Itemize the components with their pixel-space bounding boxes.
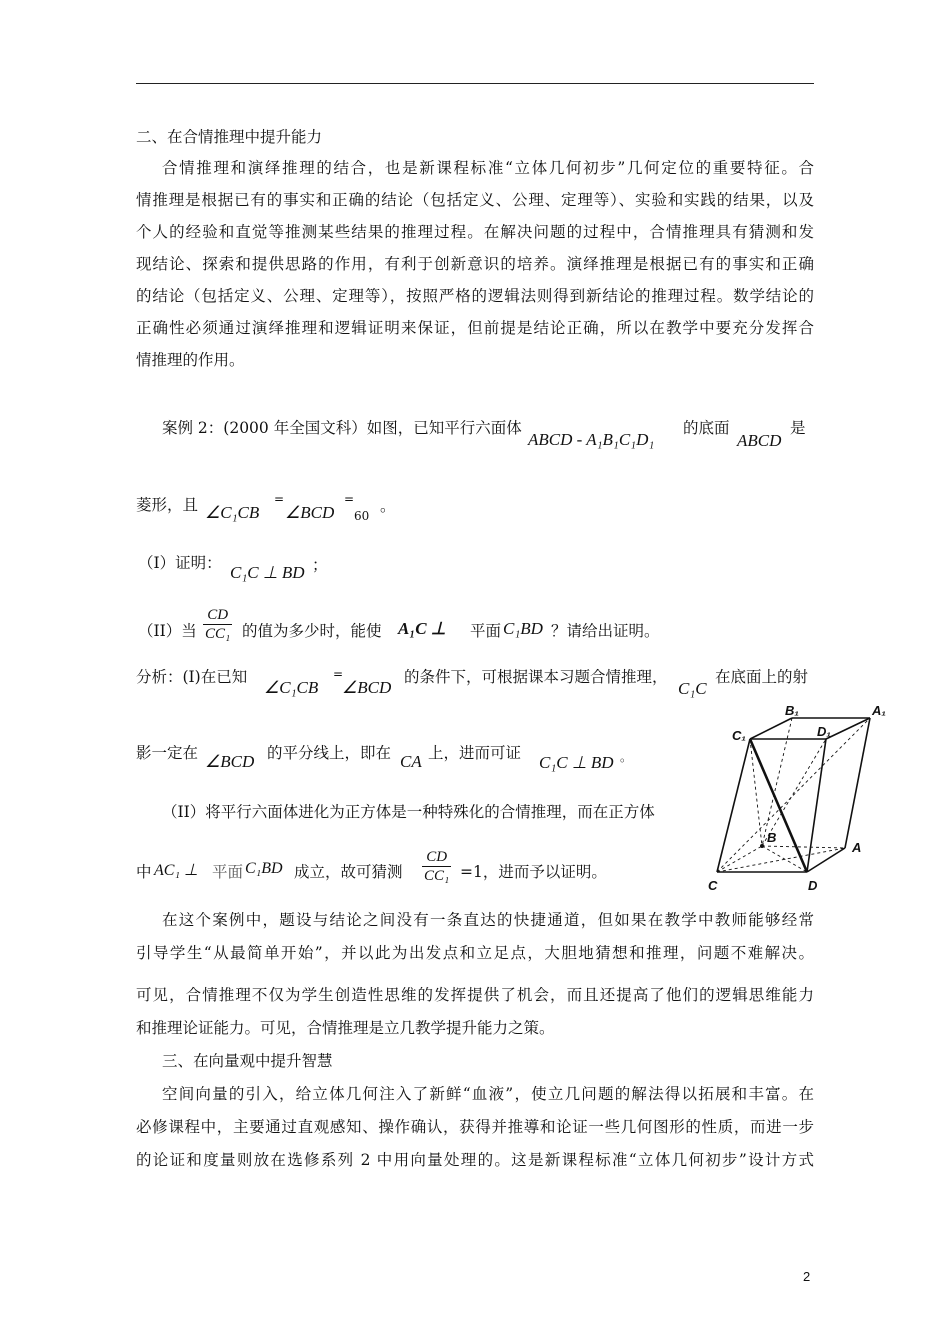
para1-line-4: 现结论、探索和提供思路的作用，有利于创新意识的培养。演绎推理是根据已有的事实和正确 [136,255,814,273]
rhombus-prefix: 菱形，且 [136,496,199,514]
label-c1: C₁ [732,728,746,743]
edge-d1-a1 [826,718,870,739]
analysis-c1c: C₁C [678,679,707,698]
para1-line-2: 情推理是根据已有的事实和正确的结论（包括定义、公理、定理等）、实验和实践的结果，以及 [136,191,814,209]
equals-2: = [344,492,355,506]
para1-line-1: 合情推理和演绎推理的结合，也是新课程标准“立体几何初步”几何定位的重要特征。合 [162,159,814,177]
angle-c1cb: ∠C₁CB [205,503,260,522]
shadow-end: 。 [620,750,633,764]
analysis-mid: 的条件下，可根据课本习题合情推理， [404,668,668,686]
edge-c1-b1 [750,718,792,739]
section3-line-1: 空间向量的引入，给立体几何注入了新鲜“血液”，使立几问题的解法得以拓展和丰富。在 [162,1085,814,1103]
case-math-parallelepiped: ABCD - A₁B₁C₁D₁ [528,430,655,449]
q2-math2: C₁BD [503,619,543,638]
label-d: D [808,878,818,893]
ac-prefix: 中 [136,863,152,881]
shadow-c1c-perp-bd: C₁C ⊥ BD [539,753,614,772]
q2-plane: 平面 [470,622,502,640]
q1-math: C₁C ⊥ BD [230,563,305,582]
q1-label: （I）证明： [138,554,222,572]
header-rule [136,83,814,84]
ac-end: =1，进而予以证明。 [460,863,607,881]
ac-math: AC₁ ⊥ [154,862,198,879]
point-b [760,844,764,848]
para2-line-4: 和推理论证能力。可见，合情推理是立几教学提升能力之策。 [136,1019,555,1037]
rhombus-end: 。 [380,497,396,515]
hidden-b-a [762,846,845,848]
q2-fraction [203,606,232,643]
case-math-base: ABCD [737,431,782,450]
para1-line-5: 的结论（包括定义、公理、定理等），按照严格的逻辑法则得到新结论的推理过程。数学结论的 [136,287,814,305]
q2-denominator: CC₁ [205,626,231,642]
label-a: A [852,840,862,855]
label-a1: A₁ [872,706,886,718]
ac-denominator: CC₁ [424,868,450,884]
shadow-angle: ∠BCD [205,752,255,771]
label-d1: D₁ [817,724,831,739]
ii-line: （II）将平行六面体进化为正方体是一种特殊化的合情推理，而在正方体 [162,803,655,821]
shadow-mid2: 上，进而可证 [428,744,522,762]
section-heading-3: 三、在向量观中提升智慧 [162,1052,333,1070]
q2-label: （II）当 [138,622,197,640]
edge-c1-d [750,739,807,872]
sixty-degrees: 60 [354,509,370,523]
analysis-angle1: ∠C₁CB [264,678,319,697]
shadow-mid: 的平分线上，即在 [267,744,392,762]
q1-end: ； [312,556,328,574]
case-end: 是 [790,419,806,437]
edge-a1-a [845,718,870,848]
para1-line-6: 正确性必须通过演绎推理和逻辑证明来保证，但前提是结论正确，所以在教学中要充分发挥合 [136,319,814,337]
para1-line-7: 情推理的作用。 [136,351,245,369]
label-b: B [767,830,777,845]
q2-math: A₁C ⊥ [398,619,446,638]
angle-bcd: ∠BCD [285,503,335,522]
case-mid: 的底面 [683,419,730,437]
page-number: 2 [803,1269,811,1284]
shadow-prefix: 影一定在 [136,744,199,762]
equals-1: = [274,492,285,506]
para1-line-3: 个人的经验和直觉等推测某些结果的推理过程。在解决问题的过程中，合情推理具有猜测和发 [136,223,814,241]
para2-line-1: 在这个案例中，题设与结论之间没有一条直达的快捷通道，但如果在教学中教师能够经常 [162,911,814,929]
parallelepiped-figure [700,706,890,896]
ac-mid: 成立，故可猜测 [294,863,403,881]
ac-plane: 平面 [212,863,244,881]
edge-c1-c [717,739,750,872]
section3-line-3: 的论证和度量则放在选修系列 2 中用向量处理的。这是新课程标准“立体几何初步”设计方式 [136,1151,814,1169]
para2-line-2: 引导学生“从最简单开始”，并以此为出发点和立足点，大胆地猜想和推理，问题不难解决。 [136,944,814,962]
analysis-prefix: 分析：(I)在已知 [136,668,248,686]
analysis-angle2: ∠BCD [342,678,392,697]
para2-line-3: 可见，合情推理不仅为学生创造性思维的发挥提供了机会，而且还提高了他们的逻辑思维能力 [136,986,814,1004]
shadow-ca: CA [400,752,422,771]
section-heading-2: 二、在合情推理中提升能力 [136,128,323,146]
q2-end: ？请给出证明。 [551,622,660,640]
analysis-equals: = [333,667,344,681]
label-b1: B₁ [785,706,799,718]
case-prefix: 案例 2：(2000 年全国文科）如图，已知平行六面体 [162,419,522,437]
label-c: C [708,878,718,893]
analysis-end: 在底面上的射 [715,668,809,686]
ac-numerator: CD [422,848,451,867]
section3-line-2: 必修课程中，主要通过直观感知、操作确认，获得并推導和论证一些几何图形的性质，而进一步 [136,1118,814,1136]
q2-numerator: CD [203,606,232,625]
ac-fraction [422,848,451,885]
q2-mid: 的值为多少时，能使 [242,622,382,640]
ac-math2: C₁BD [245,860,283,877]
